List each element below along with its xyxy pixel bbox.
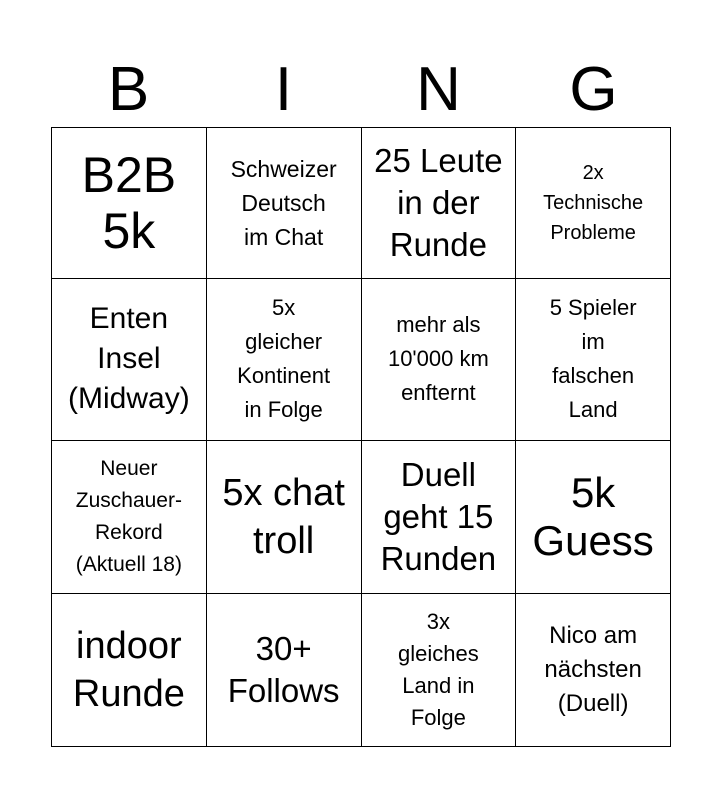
bingo-cell[interactable]: 30+ Follows (207, 594, 362, 747)
bingo-cell[interactable]: Schweizer Deutsch im Chat (207, 128, 362, 279)
bingo-cell[interactable]: 25 Leute in der Runde (362, 128, 517, 279)
bingo-cell[interactable]: Nico am nächsten (Duell) (516, 594, 671, 747)
bingo-cell[interactable]: 2x Technische Probleme (516, 128, 671, 279)
bingo-header (51, 52, 671, 128)
header-letter-i: I (274, 55, 293, 124)
bingo-cell[interactable]: Enten Insel (Midway) (52, 279, 207, 440)
bingo-cell[interactable]: mehr als 10'000 km enfternt (362, 279, 517, 440)
header-letter-g: G (569, 55, 618, 124)
bingo-cell[interactable]: indoor Runde (52, 594, 207, 747)
bingo-cell[interactable]: 3x gleiches Land in Folge (362, 594, 517, 747)
bingo-grid (51, 127, 671, 747)
bingo-cell[interactable]: 5 Spieler im falschen Land (516, 279, 671, 440)
bingo-cell[interactable]: Neuer Zuschauer- Rekord (Aktuell 18) (52, 441, 207, 594)
header-letter-n: N (416, 55, 461, 124)
bingo-cell[interactable]: 5x gleicher Kontinent in Folge (207, 279, 362, 440)
bingo-cell[interactable]: Duell geht 15 Runden (362, 441, 517, 594)
bingo-cell[interactable]: 5k Guess (516, 441, 671, 594)
bingo-cell[interactable]: B2B 5k (52, 128, 207, 279)
header-letter-b: B (107, 55, 150, 124)
bingo-cell[interactable]: 5x chat troll (207, 441, 362, 594)
